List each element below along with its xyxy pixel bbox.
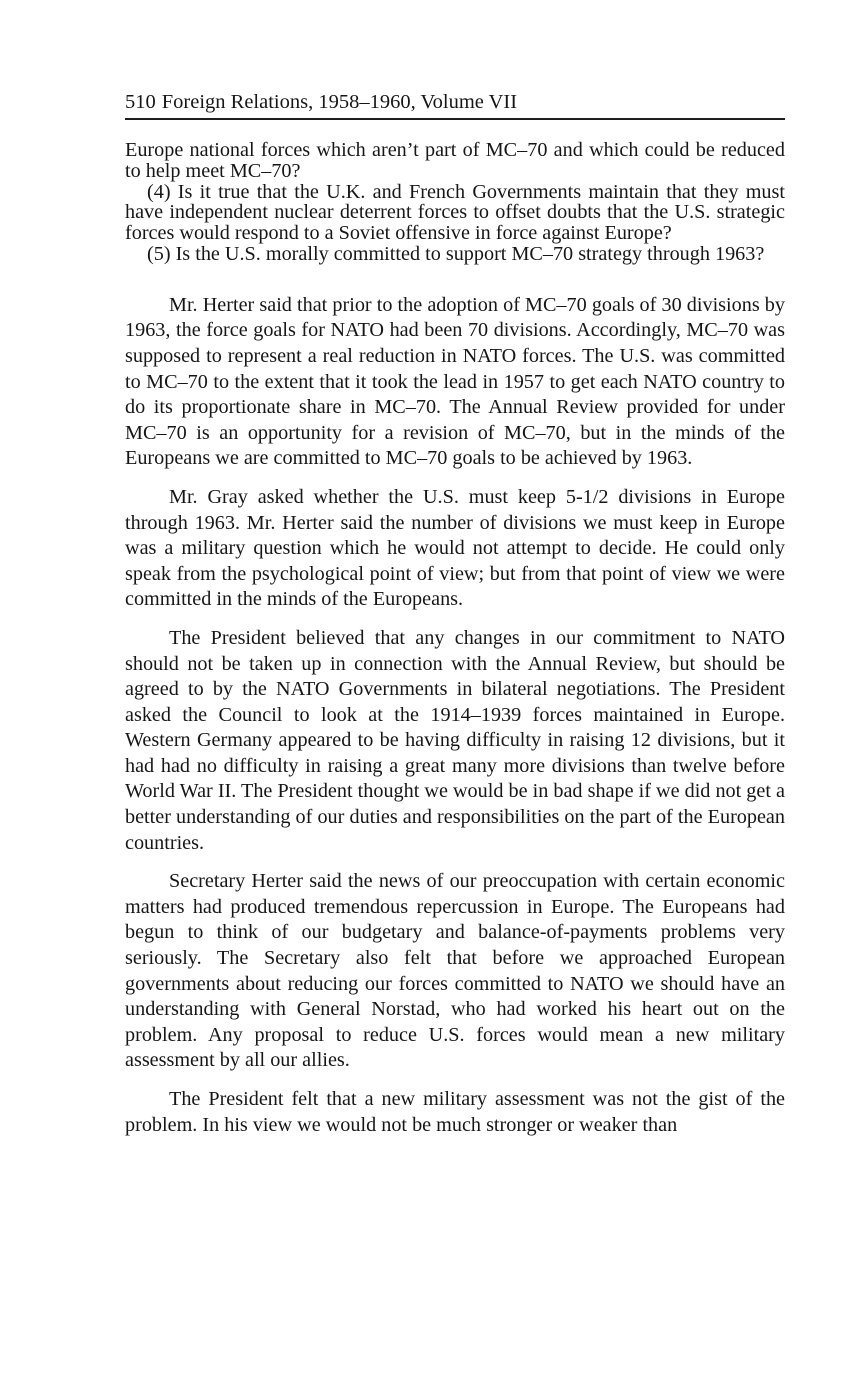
question-4: (4) Is it true that the U.K. and French Governments maintain that they must have independent nuclear deterrent forces to offset doubts that the U.S. strategic forces would respond to a Soviet offensive in force against Europe? [125,180,785,245]
paragraph-herter-economic: Secretary Herter said the news of our preoccupation with certain economic matters had produced tremendous repercussion in Europe. The Europeans had begun to think of our budgetary and balance-of-payments problems very seriously. The Secretary also felt that before we approached European governments about reducing our forces committed to NATO we should have an understanding with General Norstad, who had worked his heart out on the problem. Any proposal to reduce U.S. forces would mean a new military assessment by all our allies. [125,870,785,1072]
paragraph-gray-divisions: Mr. Gray asked whether the U.S. must keep 5-1/2 divisions in Europe through 1963. Mr. Herter said the number of divisions we must keep in Europe was a military question which he would not attempt to decide. He could only speak from the psychological point of view; but from that point of view we were committed in the minds of the Europeans. [125,485,785,611]
document-page [125,88,785,1138]
page-number: 510 [125,91,156,113]
running-head [125,88,785,120]
discussion-block [125,293,785,1138]
paragraph-president-commitment: The President believed that any changes in our commitment to NATO should not be taken up in connection with the Annual Review, but should be agreed to by the NATO Governments in bilateral negotiations. The President asked the Council to look at the 1914–1939 forces maintained in Europe. Western Germany appeared to be having difficulty in raising 12 divisions, but it had had no difficulty in raising a great many more divisions than twelve before World War II. The President thought we would be in bad shape if we did not get a better understanding of our duties and responsibilities on the part of the European countries. [125,626,785,854]
paragraph-herter-mc70: Mr. Herter said that prior to the adoption of MC–70 goals of 30 divisions by 1963, the force goals for NATO had been 70 divisions. Accordingly, MC–70 was supposed to represent a real reduction in NATO forces. The U.S. was committed to MC–70 to the extent that it took the lead in 1957 to get each NATO country to do its proportionate share in MC–70. The Annual Review provided for under MC–70 is an opportunity for a revision of MC–70, but in the minds of the Europeans we are committed to MC–70 goals to be achieved by 1963. [125,293,785,470]
question-5: (5) Is the U.S. morally committed to support MC–70 strategy through 1963? [147,242,765,265]
questions-block [125,140,785,265]
running-head-title: Foreign Relations, 1958–1960, Volume VII [161,91,518,113]
paragraph-president-assessment: The President felt that a new military assessment was not the gist of the problem. In his view we would not be much stronger or weaker than [125,1088,785,1136]
question-continuation: Europe national forces which aren’t part of MC–70 and which could be reduced to help meet MC–70? [125,139,785,182]
